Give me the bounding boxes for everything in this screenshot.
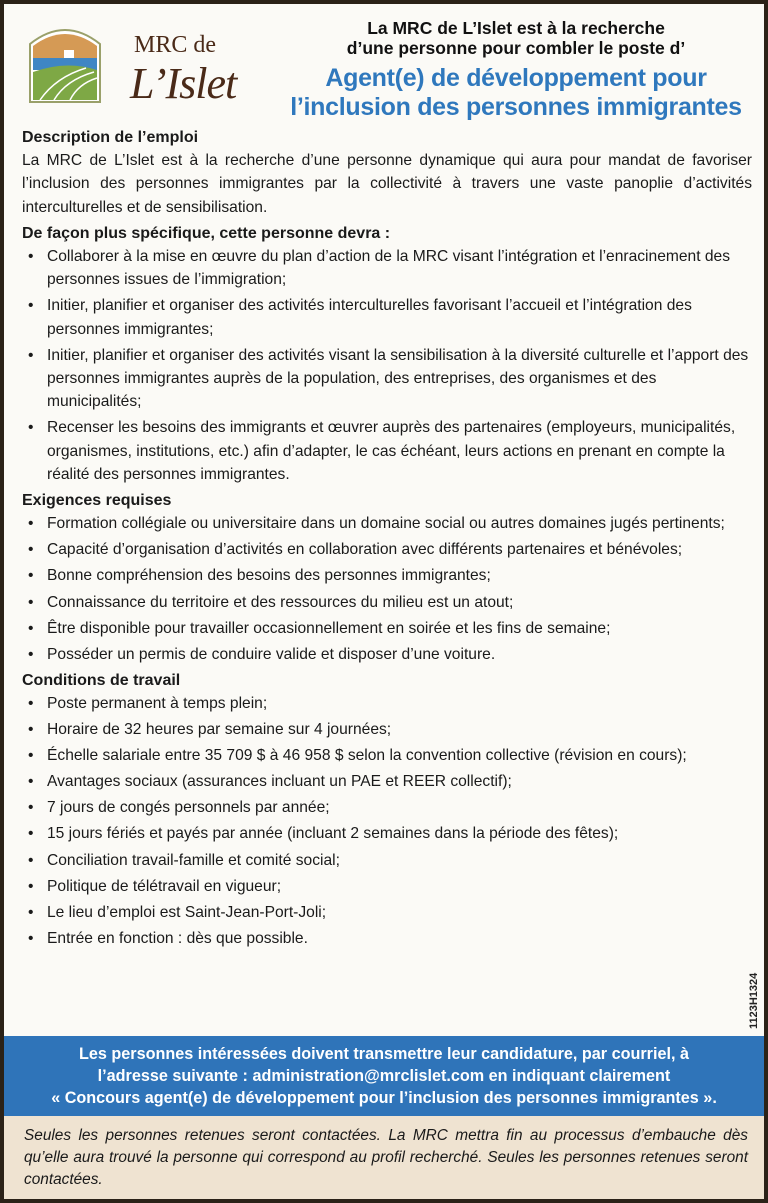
list-item: • Conciliation travail-famille et comité social; <box>22 849 752 872</box>
requirements-heading: Exigences requises <box>22 492 172 510</box>
conditions-list <box>22 692 752 950</box>
list-item: • Poste permanent à temps plein; <box>22 692 752 715</box>
job-title-line-2: l’inclusion des personnes immigrantes <box>290 93 742 121</box>
job-posting <box>4 4 764 1199</box>
list-item: • Entrée en fonction : dès que possible. <box>22 927 752 950</box>
list-item: • 7 jours de congés personnels par année; <box>22 796 752 819</box>
email-link[interactable]: administration@mrclislet.com <box>252 1067 485 1085</box>
cta-suffix: en indiquant clairement <box>484 1067 671 1085</box>
list-item: • Capacité d’organisation d’activités en collaboration avec différents partenaires et bénévoles; <box>22 538 752 561</box>
intro-line-2: d’une personne pour combler le poste d’ <box>346 38 686 58</box>
mrc-logo-icon <box>26 22 104 104</box>
cta-line-2 <box>4 1065 764 1087</box>
logo-text-top: MRC de <box>134 32 217 58</box>
intro-line-1: La MRC de L’Islet est à la recherche <box>367 18 665 38</box>
tasks-list <box>22 245 752 486</box>
list-item: • Avantages sociaux (assurances incluant un PAE et REER collectif); <box>22 770 752 793</box>
list-item: • Être disponible pour travailler occasionnellement en soirée et les fins de semaine; <box>22 617 752 640</box>
list-item: • Initier, planifier et organiser des activités interculturelles favorisant l’accueil et l’intégration des personnes immigrantes; <box>22 294 752 341</box>
list-item: • 15 jours fériés et payés par année (incluant 2 semaines dans la période des fêtes); <box>22 822 752 845</box>
description-text: La MRC de L’Islet est à la recherche d’une personne dynamique qui aura pour mandat de favoriser l’inclusion des personnes immigrantes par la collectivité à travers une vaste panoplie d’activités interculturelles et de sensibilisation. <box>22 152 752 216</box>
list-item: • Bonne compréhension des besoins des personnes immigrantes; <box>22 564 752 587</box>
list-item: • Politique de télétravail en vigueur; <box>22 875 752 898</box>
intro-heading <box>266 18 764 58</box>
cta-line-1: Les personnes intéressées doivent transmettre leur candidature, par courriel, à <box>79 1045 689 1063</box>
ad-reference-code: 1123H1324 <box>748 972 760 1029</box>
requirements-list <box>22 512 752 666</box>
logo-text-bottom: L’Islet <box>130 59 237 108</box>
list-item: • Horaire de 32 heures par semaine sur 4 journées; <box>22 718 752 741</box>
application-instructions <box>4 1036 764 1116</box>
description-heading: Description de l’emploi <box>22 129 199 146</box>
footer-note: Seules les personnes retenues seront contactées. La MRC mettra fin au processus d’embauche dès qu’elle aura trouvé la personne qui correspond au profil recherché. Seules les personnes retenues seront contactées. <box>4 1116 764 1199</box>
conditions-heading: Conditions de travail <box>22 672 181 690</box>
list-item: • Collaborer à la mise en œuvre du plan d’action de la MRC visant l’intégration et l’enracinement des personnes issues de l’immigration; <box>22 245 752 292</box>
list-item: • Formation collégiale ou universitaire dans un domaine social ou autres domaines jugés pertinents; <box>22 512 752 535</box>
tasks-heading: De façon plus spécifique, cette personne devra : <box>22 224 391 242</box>
list-item: • Le lieu d’emploi est Saint-Jean-Port-Joli; <box>22 901 752 924</box>
job-content <box>22 123 752 953</box>
list-item: • Initier, planifier et organiser des activités visant la sensibilisation à la diversité culturelle et l’apport des personnes immigrantes auprès de la population, des entreprises, des organismes et des municipalités; <box>22 344 752 414</box>
list-item: • Recenser les besoins des immigrants et œuvrer auprès des partenaires (employeurs, municipalités, organismes, institutions, etc.) afin d’adapter, le cas échéant, leurs actions en prenant en compte la réalité des personnes immigrantes. <box>22 416 752 486</box>
cta-line-3: « Concours agent(e) de développement pour l’inclusion des personnes immigrantes ». <box>51 1089 717 1107</box>
job-title <box>266 64 764 122</box>
job-title-line-1: Agent(e) de développement pour <box>325 64 707 92</box>
list-item: • Posséder un permis de conduire valide et disposer d’une voiture. <box>22 643 752 666</box>
list-item: • Connaissance du territoire et des ressources du milieu est un atout; <box>22 591 752 614</box>
cta-prefix: l’adresse suivante : <box>97 1067 253 1085</box>
list-item: • Échelle salariale entre 35 709 $ à 46 958 $ selon la convention collective (révision en cours); <box>22 744 752 767</box>
